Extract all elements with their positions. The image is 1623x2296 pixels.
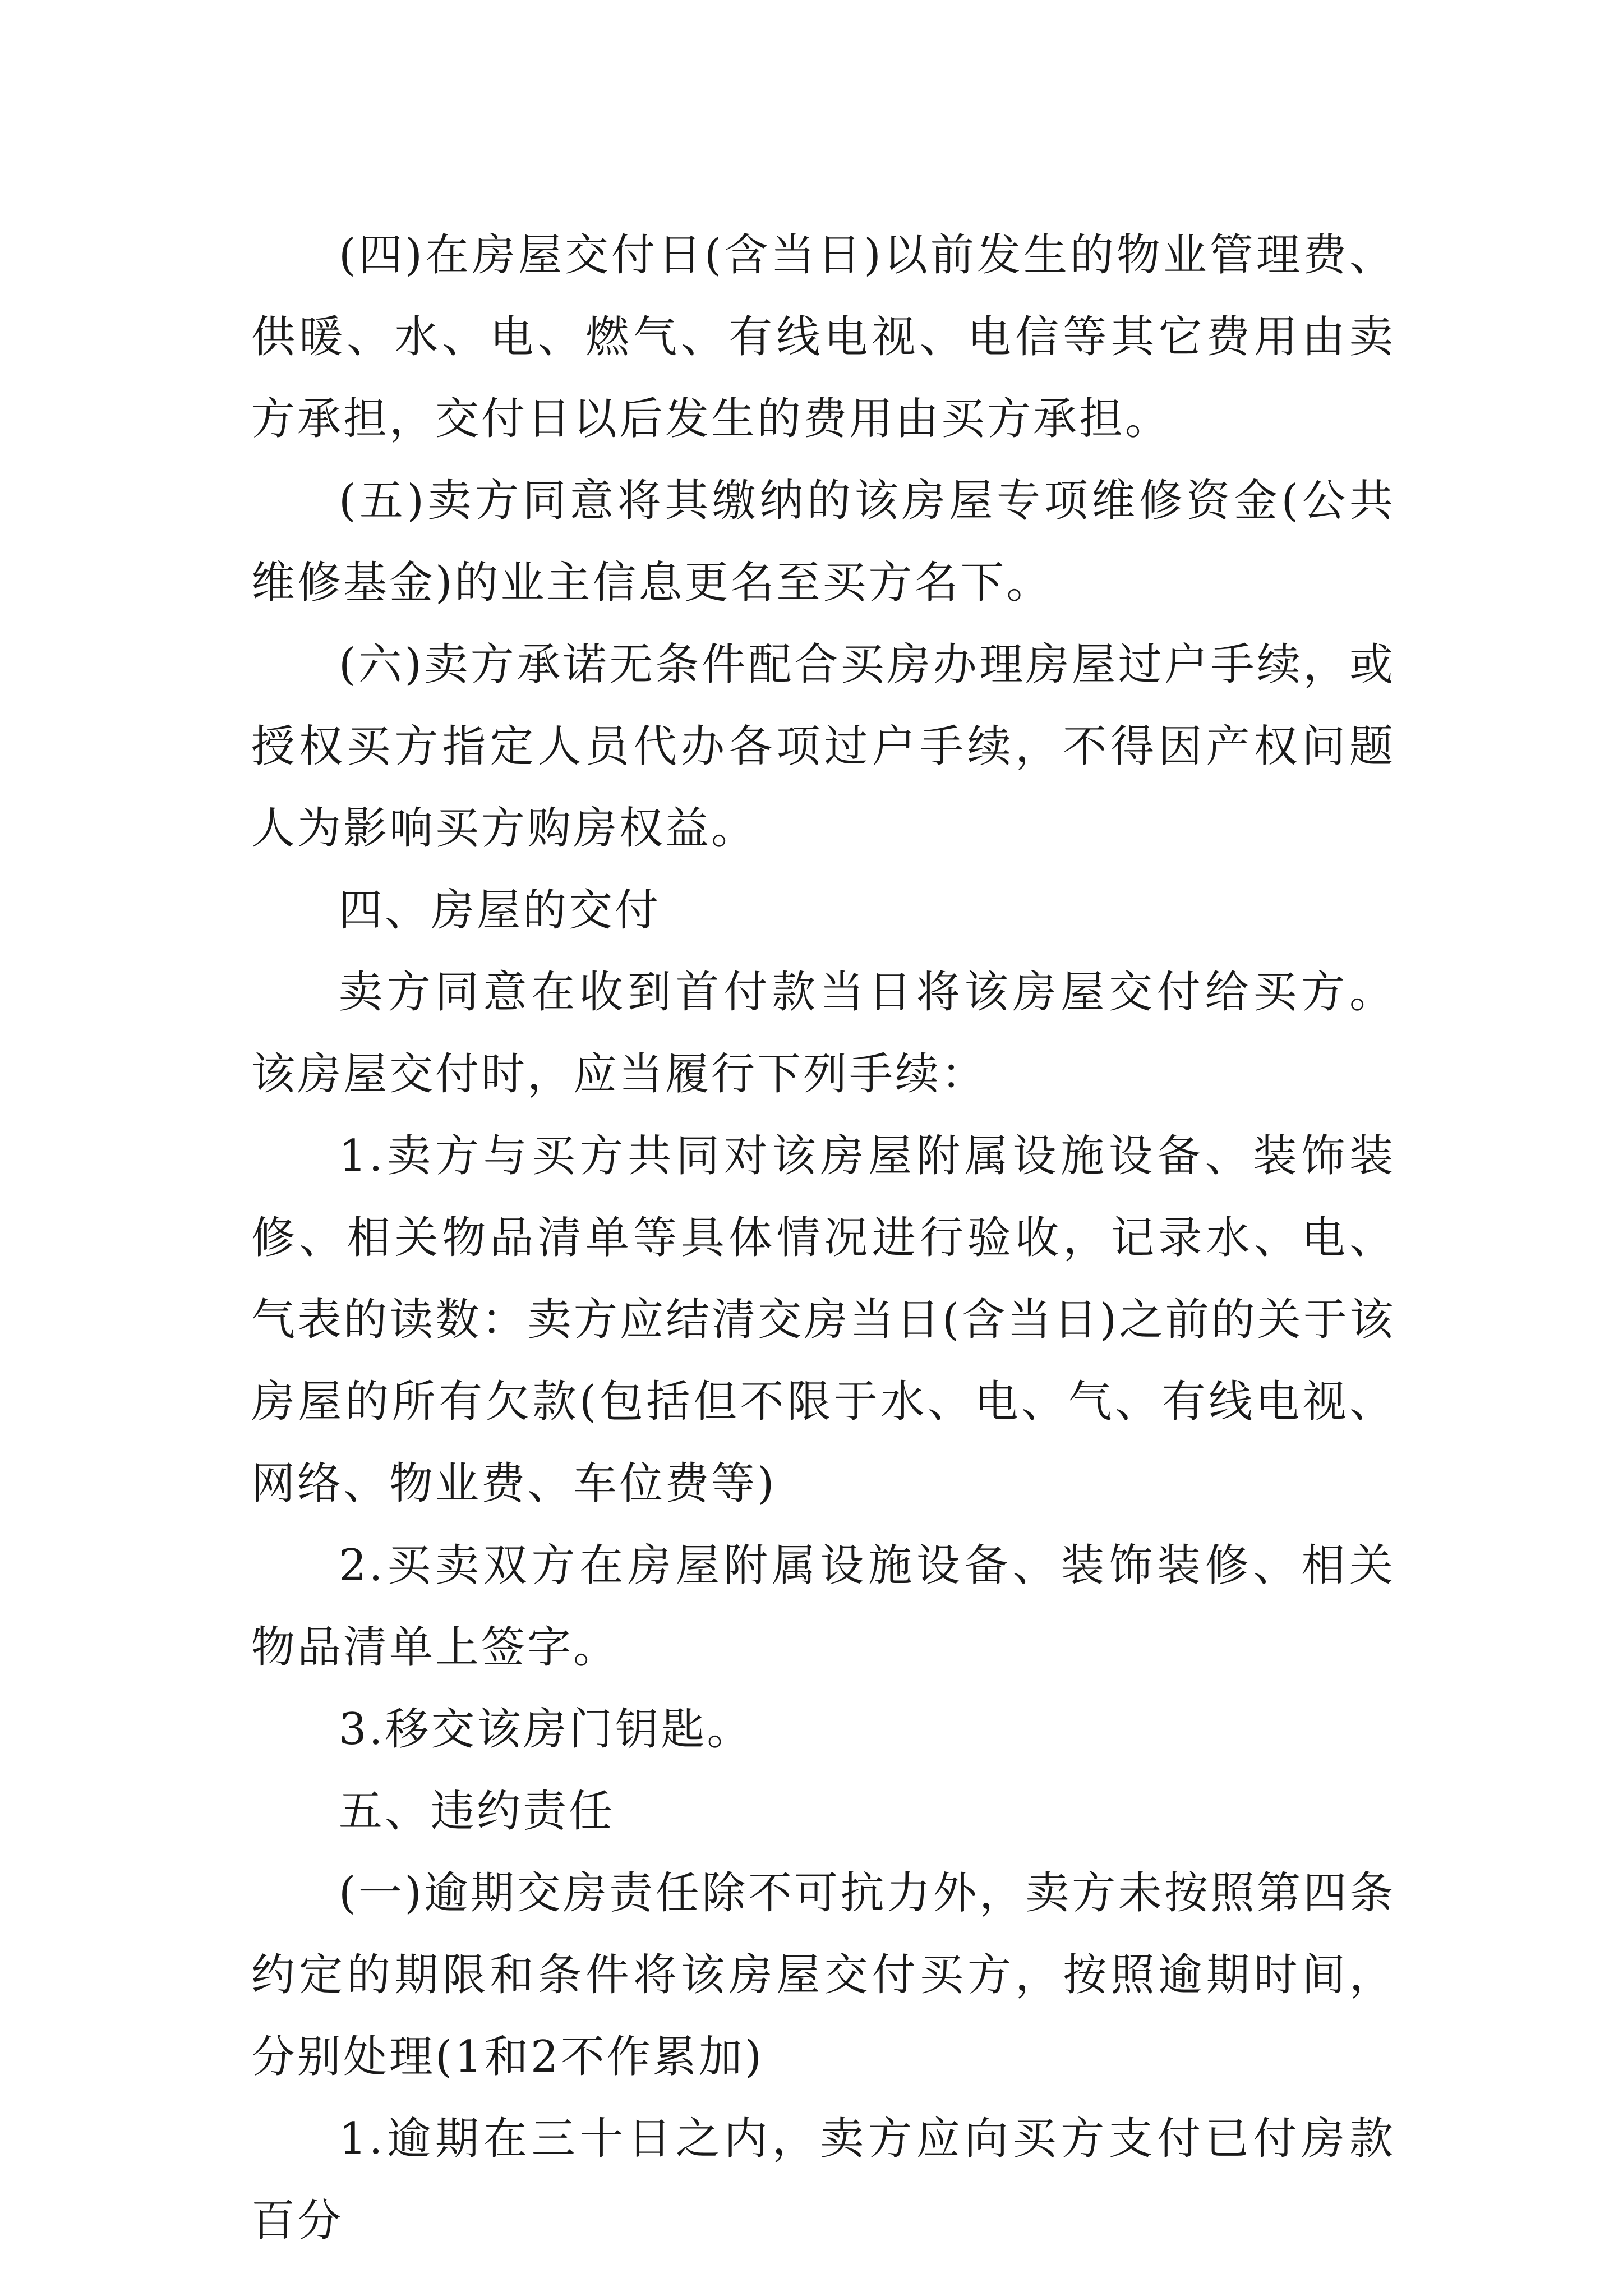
paragraph-delivery-intro: 卖方同意在收到首付款当日将该房屋交付给买方。该房屋交付时，应当履行下列手续： — [251, 967, 1395, 1099]
paragraph-late-delivery-item-1: 1.逾期在三十日之内，卖方应向买方支付已付房款百分 — [251, 2114, 1395, 2246]
paragraph-maintenance-fund: (五)卖方同意将其缴纳的该房屋专项维修资金(公共维修基金)的业主信息更名至买方名下。 — [251, 476, 1395, 608]
section-heading-delivery: 四、房屋的交付 — [339, 885, 661, 936]
paragraph-transfer-cooperation: (六)卖方承诺无条件配合买房办理房屋过户手续，或授权买方指定人员代办各项过户手续，不得因产权问题人为影响买方购房权益。 — [251, 639, 1395, 854]
paragraph-delivery-step-2: 2.买卖双方在房屋附属设施设备、装饰装修、相关物品清单上签字。 — [251, 1540, 1395, 1673]
section-heading-liability: 五、违约责任 — [339, 1786, 615, 1837]
paragraph-late-delivery: (一)逾期交房责任除不可抗力外，卖方未按照第四条约定的期限和条件将该房屋交付买方，按照逾期时间，分别处理(1和2不作累加) — [251, 1868, 1395, 2082]
paragraph-delivery-step-3: 3.移交该房门钥匙。 — [339, 1704, 753, 1755]
paragraph-utility-fees: (四)在房屋交付日(含当日)以前发生的物业管理费、供暖、水、电、燃气、有线电视、电信等其它费用由卖方承担，交付日以后发生的费用由买方承担。 — [251, 230, 1395, 444]
document-body — [251, 214, 1395, 2262]
paragraph-delivery-step-1: 1.卖方与买方共同对该房屋附属设施设备、装饰装修、相关物品清单等具体情况进行验收，记录水、电、气表的读数：卖方应结清交房当日(含当日)之前的关于该房屋的所有欠款(包括但不限于水、电、气、有线电视、网络、物业费、车位费等) — [251, 1131, 1395, 1509]
